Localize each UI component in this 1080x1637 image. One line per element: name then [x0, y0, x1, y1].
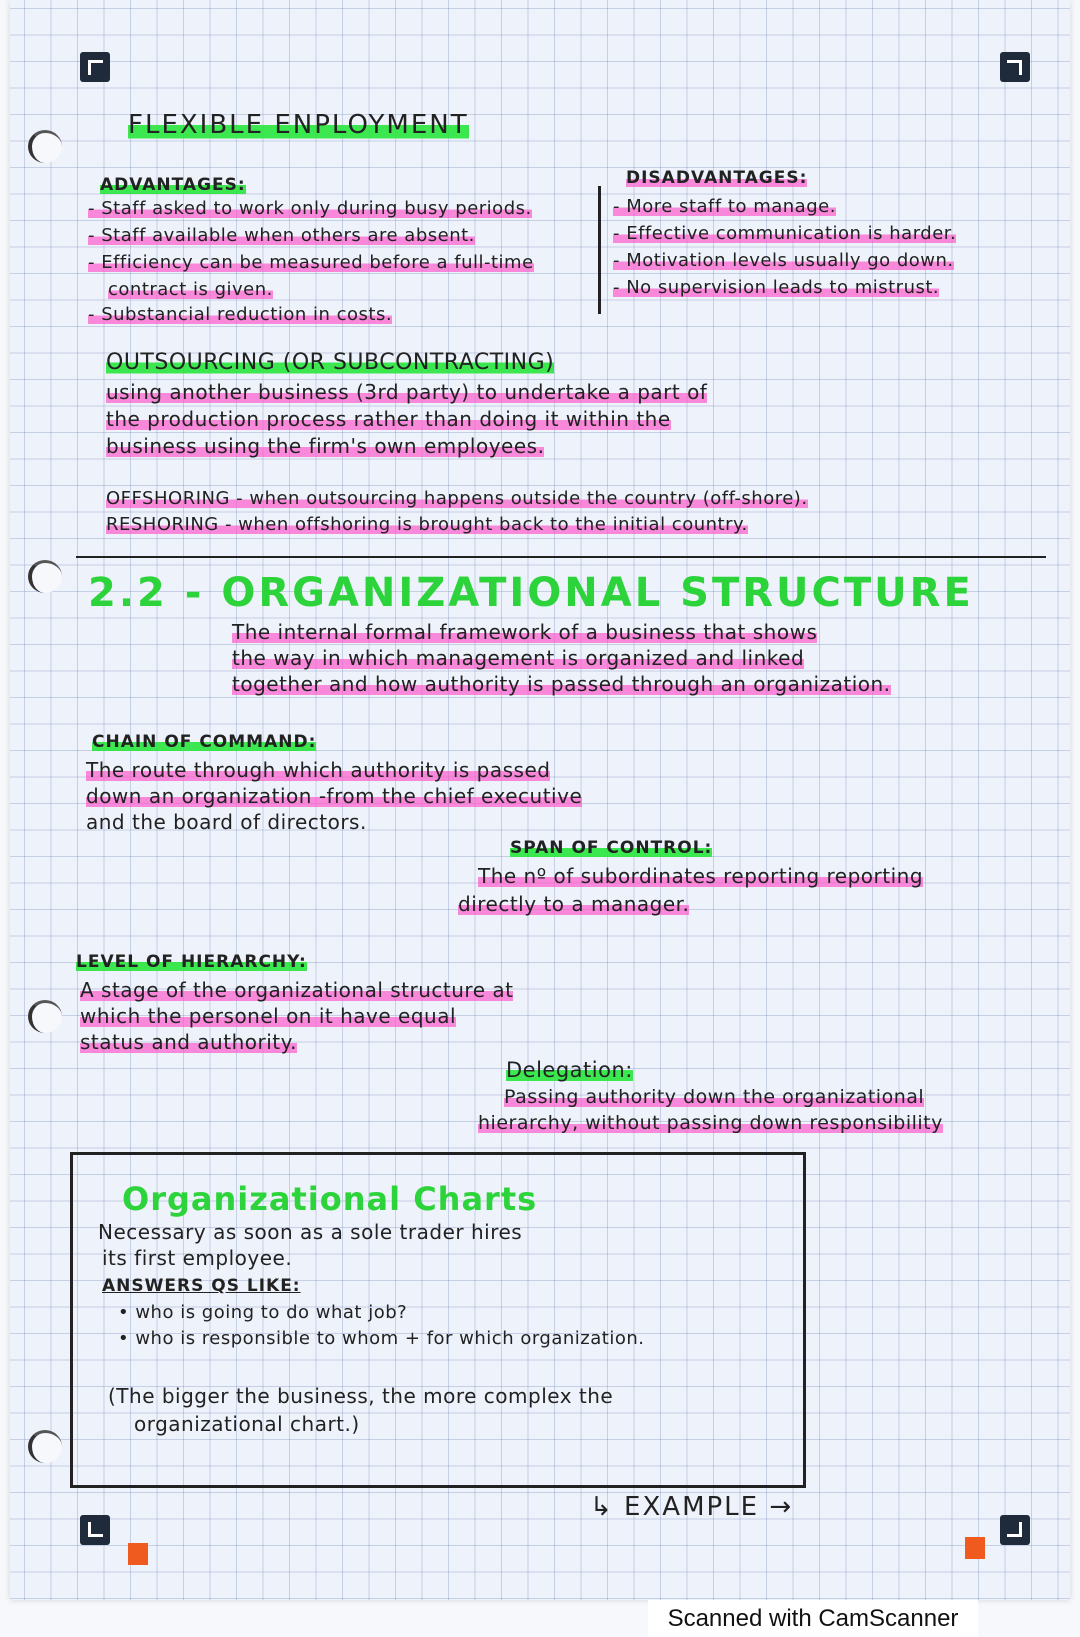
delegation-heading: Delegation:: [506, 1058, 633, 1082]
chain-of-command-line: and the board of directors.: [86, 810, 367, 834]
advantage-item: - Efficiency can be measured before a full-time: [88, 252, 534, 273]
section-definition-line: The internal formal framework of a business that shows: [232, 620, 818, 644]
advantage-item: - Staff asked to work only during busy periods.: [88, 198, 532, 219]
delegation-line: hierarchy, without passing down responsibility: [478, 1112, 943, 1134]
disadvantages-heading: DISADVANTAGES:: [626, 168, 808, 188]
outsourcing-heading: OUTSOURCING (OR SUBCONTRACTING): [106, 350, 555, 375]
section-divider: [76, 556, 1046, 558]
binder-hole-icon: [28, 130, 62, 163]
charts-line: Necessary as soon as a sole trader hires: [98, 1220, 523, 1244]
advantages-heading: ADVANTAGES:: [100, 175, 246, 195]
camscanner-watermark: Scanned with CamScanner: [648, 1600, 978, 1637]
hierarchy-line: which the personel on it have equal: [80, 1004, 457, 1028]
section-title: 2.2 - ORGANIZATIONAL STRUCTURE: [88, 570, 974, 616]
charts-note: organizational chart.): [134, 1412, 360, 1436]
outsourcing-line: business using the firm's own employees.: [106, 434, 545, 458]
charts-note: (The bigger the business, the more complex the: [108, 1384, 614, 1408]
orange-marker-icon: [965, 1537, 985, 1559]
disadvantage-item: - Motivation levels usually go down.: [613, 250, 954, 271]
span-of-control-heading: SPAN OF CONTROL:: [510, 838, 713, 858]
disadvantage-item: - Effective communication is harder.: [613, 223, 957, 244]
notebook-page: [10, 0, 1070, 1600]
section-definition-line: together and how authority is passed through an organization.: [232, 672, 891, 696]
column-divider: [598, 186, 601, 314]
hierarchy-heading: LEVEL OF HIERARCHY:: [76, 952, 307, 972]
span-of-control-line: The nº of subordinates reporting reporting: [478, 864, 924, 888]
chain-of-command-heading: CHAIN OF COMMAND:: [92, 732, 317, 752]
corner-marker-icon: [80, 1515, 110, 1545]
section-definition-line: the way in which management is organized and linked: [232, 646, 805, 670]
chain-of-command-line: down an organization -from the chief executive: [86, 784, 583, 808]
span-of-control-line: directly to a manager.: [458, 892, 690, 916]
answers-heading: ANSWERS QS LIKE:: [102, 1276, 301, 1296]
binder-hole-icon: [28, 1000, 62, 1033]
advantage-item: - Staff available when others are absent.: [88, 225, 475, 246]
corner-marker-icon: [1000, 52, 1030, 82]
corner-marker-icon: [1000, 1515, 1030, 1545]
advantage-item: contract is given.: [108, 279, 273, 300]
disadvantage-item: - More staff to manage.: [613, 196, 836, 217]
reshoring-definition: RESHORING - when offshoring is brought back to the initial country.: [106, 514, 748, 535]
corner-marker-icon: [80, 52, 110, 82]
example-label: ↳ EXAMPLE →: [590, 1492, 794, 1522]
disadvantage-item: - No supervision leads to mistrust.: [613, 277, 940, 298]
outsourcing-line: using another business (3rd party) to undertake a part of: [106, 380, 708, 404]
page-title: FLEXIBLE ENPLOYMENT: [128, 110, 469, 140]
outsourcing-line: the production process rather than doing it within the: [106, 407, 671, 431]
charts-heading: Organizational Charts: [122, 1180, 538, 1218]
binder-hole-icon: [28, 560, 62, 593]
charts-bullet: • who is responsible to whom + for which organization.: [118, 1328, 645, 1349]
delegation-line: Passing authority down the organizational: [504, 1086, 925, 1108]
chain-of-command-line: The route through which authority is passed: [86, 758, 551, 782]
charts-bullet: • who is going to do what job?: [118, 1302, 408, 1323]
advantage-item: - Substancial reduction in costs.: [88, 304, 393, 325]
hierarchy-line: A stage of the organizational structure at: [80, 978, 514, 1002]
offshoring-definition: OFFSHORING - when outsourcing happens outside the country (off-shore).: [106, 488, 808, 509]
charts-line: its first employee.: [102, 1246, 293, 1270]
binder-hole-icon: [28, 1430, 62, 1463]
hierarchy-line: status and authority.: [80, 1030, 297, 1054]
orange-marker-icon: [128, 1543, 148, 1565]
